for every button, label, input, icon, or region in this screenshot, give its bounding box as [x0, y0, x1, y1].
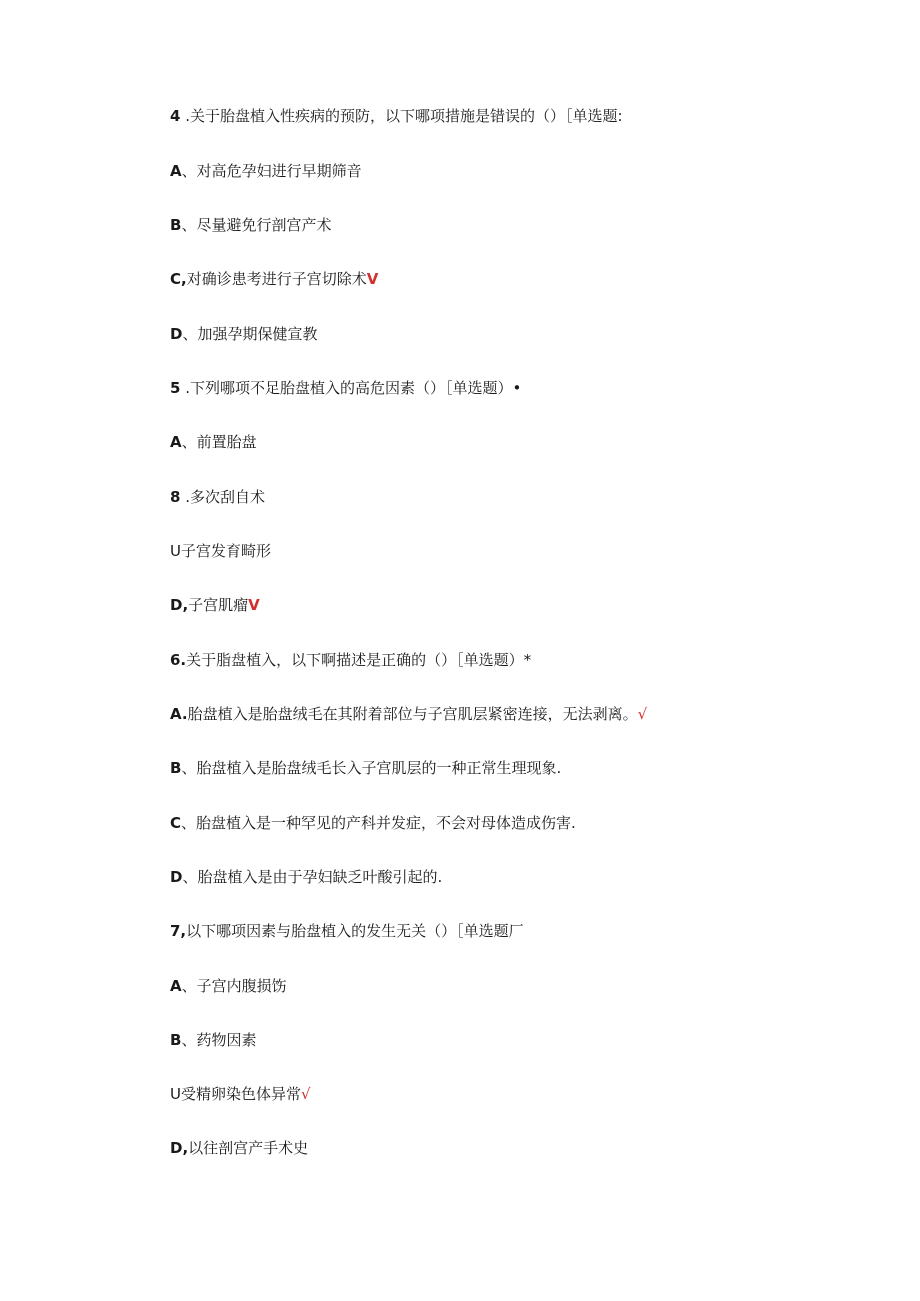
option-text: 、胎盘植入是一种罕见的产科并发症，不会对母体造成伤害.: [181, 814, 576, 832]
question-7-option-b: [170, 1030, 256, 1050]
question-5-option-d: [170, 595, 260, 615]
option-text: U子宫发育畸形: [170, 542, 271, 560]
option-letter: C: [170, 814, 182, 832]
option-text: 、前置胎盘: [181, 433, 257, 451]
option-text: 、对高危孕妇进行早期筛音: [181, 162, 362, 180]
question-4-option-d: [170, 324, 317, 344]
option-text: 、加强孕期保健宣教: [182, 325, 318, 343]
question-4-option-c: [170, 269, 378, 289]
question-7-option-d: [170, 1138, 308, 1158]
question-text: 以下哪项因素与胎盘植入的发生无关（）［单选题厂: [186, 922, 524, 940]
option-letter: A.: [170, 705, 188, 723]
question-6-option-a: [170, 704, 647, 724]
option-letter: B: [170, 759, 182, 777]
option-letter: B: [170, 216, 182, 234]
option-text: 、药物因素: [181, 1031, 257, 1049]
question-7-option-c: [170, 1084, 311, 1104]
option-letter: D,: [170, 596, 189, 614]
question-number: 5: [170, 379, 181, 397]
correct-mark: V: [366, 270, 379, 288]
question-7-option-a: [170, 976, 287, 996]
option-letter: D: [170, 325, 183, 343]
question-number: 6.: [170, 651, 187, 669]
question-4-stem: [170, 106, 623, 126]
option-text: .多次刮自术: [180, 488, 265, 506]
correct-mark: V: [248, 596, 260, 614]
option-text: 、子宫内腹损饬: [181, 977, 287, 995]
question-6-option-c: [170, 813, 576, 833]
question-6-option-b: [170, 758, 561, 778]
question-7-stem: [170, 921, 524, 941]
question-5-option-a: [170, 432, 257, 452]
option-letter: C,: [170, 270, 187, 288]
option-text: 胎盘植入是胎盘绒毛在其附着部位与子宫肌层紧密连接，无法剥离。: [187, 705, 638, 723]
question-number: 7,: [170, 922, 187, 940]
option-text: 以往剖宫产手术史: [188, 1139, 309, 1157]
option-text: 、胎盘植入是由于孕妇缺乏叶酸引起的.: [182, 868, 443, 886]
question-4-option-a: [170, 161, 362, 181]
question-4-option-b: [170, 215, 331, 235]
option-text: 、胎盘植入是胎盘绒毛长入子宫肌层的一种正常生理现象.: [181, 759, 562, 777]
option-letter: A: [170, 162, 182, 180]
option-text: 子宫肌瘤: [188, 596, 249, 614]
question-number: 4: [170, 107, 181, 125]
option-letter: A: [170, 433, 182, 451]
option-letter: A: [170, 977, 182, 995]
option-letter: B: [170, 1031, 182, 1049]
question-6-stem: [170, 650, 531, 670]
question-6-option-d: [170, 867, 442, 887]
correct-mark: √: [637, 705, 648, 723]
question-text: .关于胎盘植入性疾病的预防，以下哪项措施是错误的（）［单选题:: [180, 107, 623, 125]
correct-mark: √: [300, 1085, 311, 1103]
question-5-option-c: [170, 541, 271, 561]
option-text: 对确诊患考进行子宫切除术: [186, 270, 367, 288]
option-letter: D,: [170, 1139, 189, 1157]
option-letter: 8: [170, 488, 181, 506]
question-text: .下列哪项不足胎盘植入的高危因素（）［单选题）•: [180, 379, 522, 397]
question-5-option-b: [170, 487, 265, 507]
option-letter: D: [170, 868, 183, 886]
option-text: U受精卵染色体异常: [170, 1085, 301, 1103]
question-text: 关于脂盘植入，以下啊描述是正确的（）［单选题）*: [186, 651, 532, 669]
question-5-stem: [170, 378, 521, 398]
option-text: 、尽量避免行剖宫产术: [181, 216, 332, 234]
